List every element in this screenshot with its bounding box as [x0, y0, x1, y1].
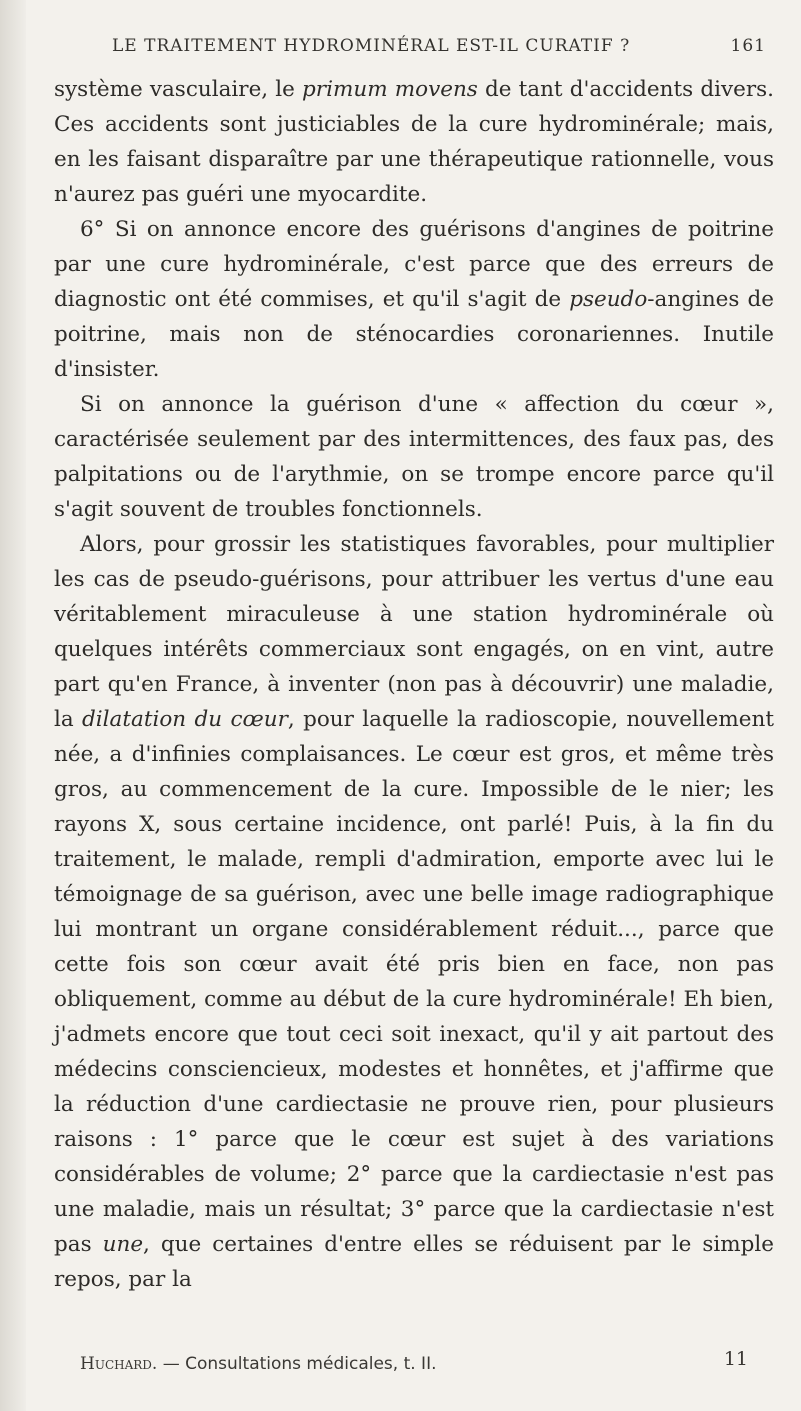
- page-gutter-shadow: [0, 0, 26, 1411]
- footer-work-title: Consultations médicales, t. II.: [185, 1354, 437, 1374]
- footer-separator: —: [157, 1354, 186, 1374]
- paragraph-0: [54, 72, 774, 212]
- paragraph-3: [54, 527, 774, 1297]
- text-segment: -angines de poitrine, mais non de sténocardies coronariennes. Inutile d'insister.: [54, 287, 775, 382]
- running-title: LE TRAITEMENT HYDROMINÉRAL EST-IL CURATIF ?: [112, 36, 631, 56]
- page-number: 161: [730, 36, 766, 56]
- page-footer: [80, 1348, 770, 1374]
- paragraph-2: [54, 387, 774, 527]
- text-segment: de tant d'accidents divers. Ces accidents sont justiciables de la cure hydrominérale; mais, en les faisant disparaître par une thérapeutique rationnelle, vous n'aurez pas guéri une myocardite.: [54, 77, 774, 207]
- text-segment: Si on annonce la guérison d'une « affection du cœur », caractérisée seulement par des intermittences, des faux pas, des palpitations ou de l'arythmie, on se trompe encore parce qu'il s'agit souvent de troubles fonctionnels.: [54, 392, 774, 522]
- text-segment: 6° Si on annonce encore des guérisons d'angines de poitrine par une cure hydrominérale, c'est parce que des erreurs de diagnostic ont été commises, et qu'il s'agit de: [54, 217, 774, 312]
- italic-segment: primum movens: [302, 77, 478, 102]
- paragraph-1: [54, 212, 774, 387]
- footer-author: Huchard.: [80, 1354, 158, 1374]
- italic-segment: dilatation du cœur: [82, 707, 288, 732]
- text-segment: système vasculaire, le: [54, 77, 303, 102]
- text-segment: , que certaines d'entre elles se réduisent par le simple repos, par la: [54, 1232, 774, 1292]
- signature-mark: 11: [723, 1348, 748, 1370]
- text-segment: , pour laquelle la radioscopie, nouvellement née, a d'infinies complaisances. Le cœur est gros, et même très gros, au commencement de la cure. Impossible de le nier; les rayons X, sous certaine incidence, ont parlé! Puis, à la fin du traitement, le malade, rempli d'admiration, emporte avec lui le témoignage de sa guérison, avec une belle image radiographique lui montrant un organe considérablement réduit..., parce que cette fois son cœur avait été pris bien en face, non pas obliquement, comme au début de la cure hydrominérale! Eh bien, j'admets encore que tout ceci soit inexact, qu'il y ait partout des médecins consciencieux, modestes et honnêtes, et j'affirme que la réduction d'une cardiectasie ne prouve rien, pour plusieurs raisons : 1° parce que le cœur est sujet à des variations considérables de volume; 2° parce que la cardiectasie n'est pas une maladie, mais un résultat; 3° parce que la cardiectasie n'est pas: [54, 707, 774, 1257]
- body-text: [54, 72, 774, 1297]
- text-segment: Alors, pour grossir les statistiques favorables, pour multiplier les cas de pseudo-guérisons, pour attribuer les vertus d'une eau véritablement miraculeuse à une station hydrominérale où quelques intérêts commerciaux sont engagés, on en vint, autre part qu'en France, à inventer (non pas à découvrir) une maladie, la: [54, 532, 774, 732]
- running-header: [112, 36, 772, 56]
- italic-segment: pseudo: [569, 287, 648, 312]
- italic-segment: une: [102, 1232, 144, 1257]
